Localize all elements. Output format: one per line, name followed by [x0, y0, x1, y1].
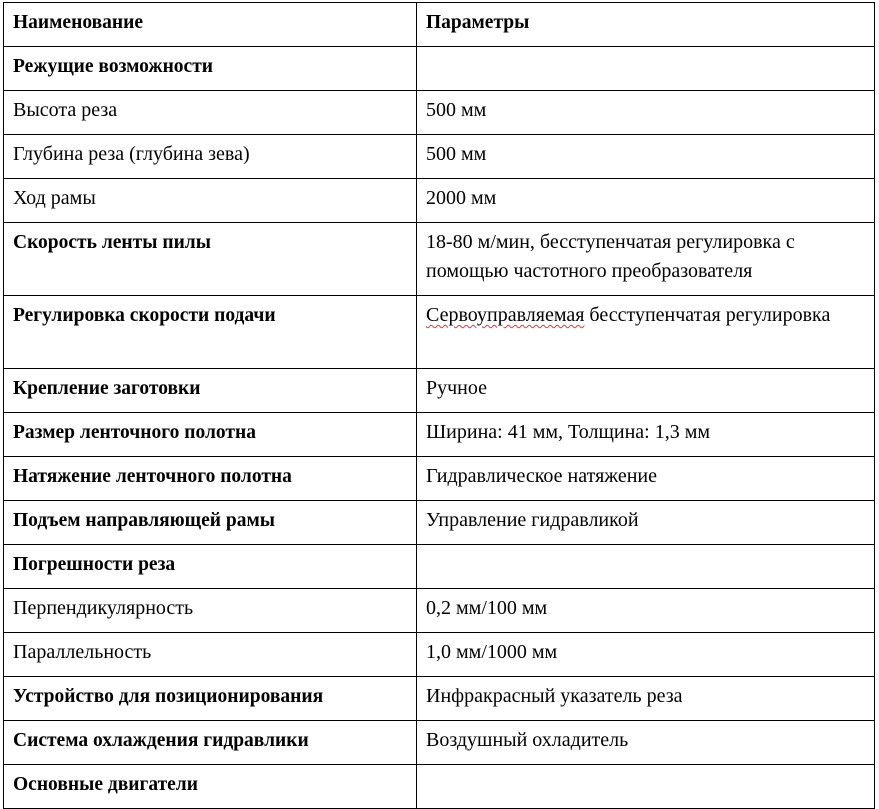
- table-row: [4, 457, 875, 501]
- row-name-cell: Погрешности реза: [4, 545, 417, 589]
- table-row: [4, 296, 875, 369]
- row-name-cell: Высота реза: [4, 91, 417, 135]
- row-value-cell: [417, 296, 875, 369]
- table-row: [4, 223, 875, 296]
- table-row: [4, 179, 875, 223]
- row-value-cell: 500 мм: [417, 135, 875, 179]
- row-name-cell: Натяжение ленточного полотна: [4, 457, 417, 501]
- row-value-cell: 18-80 м/мин, бесступенчатая регулировка с помощью частотного преобразователя: [417, 223, 875, 296]
- row-value-cell: [417, 47, 875, 91]
- row-name-cell: Основные двигатели: [4, 765, 417, 809]
- row-name-cell: Ход рамы: [4, 179, 417, 223]
- table-row: [4, 501, 875, 545]
- table-row: [4, 677, 875, 721]
- table-header-row: [4, 3, 875, 47]
- spellcheck-underlined-word: Сервоуправляемая: [426, 304, 585, 326]
- row-name-cell: Система охлаждения гидравлики: [4, 721, 417, 765]
- row-value-text: бесступенчатая регулировка: [584, 304, 831, 326]
- row-name-cell: Режущие возможности: [4, 47, 417, 91]
- row-name-cell: Размер ленточного полотна: [4, 413, 417, 457]
- row-value-cell: Ручное: [417, 369, 875, 413]
- row-name-cell: Устройство для позиционирования: [4, 677, 417, 721]
- row-name-cell: Глубина реза (глубина зева): [4, 135, 417, 179]
- row-value-cell: [417, 765, 875, 809]
- header-name-cell: Наименование: [4, 3, 417, 47]
- row-value-cell: 2000 мм: [417, 179, 875, 223]
- spec-table: [3, 2, 875, 809]
- row-value-cell: Ширина: 41 мм, Толщина: 1,3 мм: [417, 413, 875, 457]
- row-value-cell: Управление гидравликой: [417, 501, 875, 545]
- row-value-cell: Гидравлическое натяжение: [417, 457, 875, 501]
- table-row: [4, 545, 875, 589]
- row-value-cell: Инфракрасный указатель реза: [417, 677, 875, 721]
- table-row: [4, 369, 875, 413]
- row-name-cell: Перпендикулярность: [4, 589, 417, 633]
- table-row: [4, 589, 875, 633]
- row-value-cell: 1,0 мм/1000 мм: [417, 633, 875, 677]
- row-name-cell: Скорость ленты пилы: [4, 223, 417, 296]
- table-row: [4, 633, 875, 677]
- table-row: [4, 765, 875, 809]
- row-name-cell: Подъем направляющей рамы: [4, 501, 417, 545]
- row-name-cell: Параллельность: [4, 633, 417, 677]
- table-row: [4, 91, 875, 135]
- row-value-cell: Воздушный охладитель: [417, 721, 875, 765]
- row-value-cell: 500 мм: [417, 91, 875, 135]
- row-name-cell: Крепление заготовки: [4, 369, 417, 413]
- table-row: [4, 721, 875, 765]
- header-params-cell: Параметры: [417, 3, 875, 47]
- row-value-cell: 0,2 мм/100 мм: [417, 589, 875, 633]
- row-name-cell: Регулировка скорости подачи: [4, 296, 417, 369]
- row-value-cell: [417, 545, 875, 589]
- table-row: [4, 413, 875, 457]
- table-row: [4, 47, 875, 91]
- table-row: [4, 135, 875, 179]
